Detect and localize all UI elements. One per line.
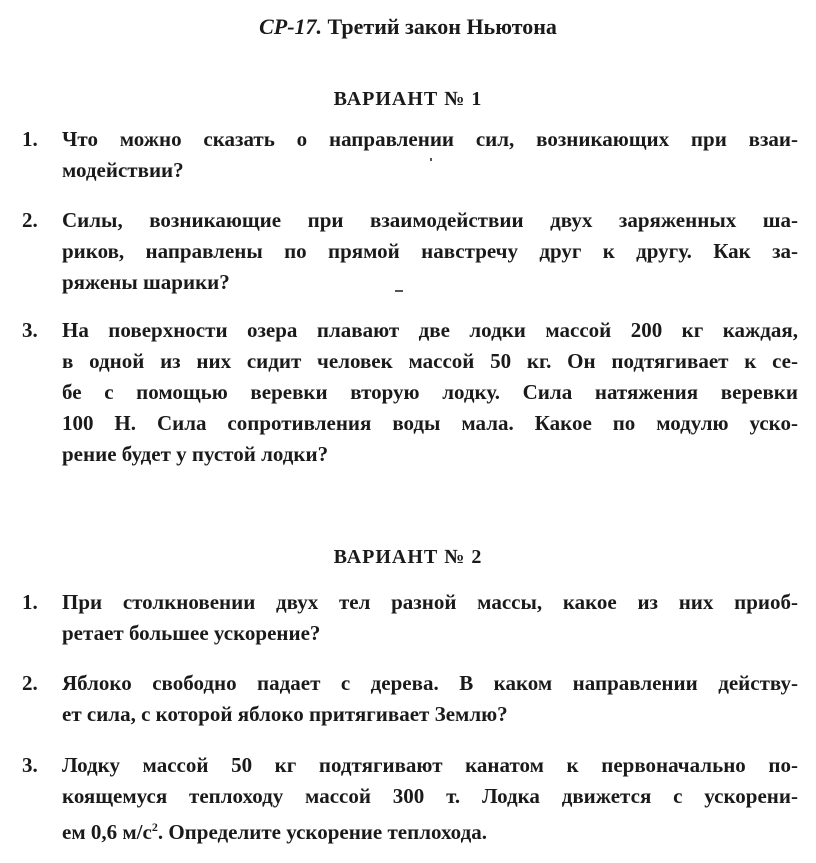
question-text (62, 124, 798, 186)
question-number: 3. (22, 753, 38, 777)
text-line: модействии? (62, 158, 184, 182)
text-line: в одной из них сидит человек массой 50 кг. Он подтягивает к се- (62, 349, 798, 373)
page-title (0, 14, 816, 40)
text-line: риков, направлены по прямой навстречу друг к другу. Как за- (62, 239, 798, 263)
variant-1-question-3 (22, 315, 798, 470)
text-line: При столкновении двух тел разной массы, какое из них приоб- (62, 590, 798, 614)
text-line: 100 Н. Сила сопротивления воды мала. Какое по модулю уско- (62, 411, 798, 435)
text-line: На поверхности озера плавают две лодки массой 200 кг каждая, (62, 318, 798, 342)
text-line: рение будет у пустой лодки? (62, 442, 329, 466)
text-line (62, 812, 798, 848)
question-number: 2. (22, 671, 38, 695)
question-number: 1. (22, 590, 38, 614)
text-line: ет сила, с которой яблоко притягивает Землю? (62, 702, 508, 726)
variant-2-question-3 (22, 750, 798, 848)
variant-2-heading: ВАРИАНТ № 2 (333, 546, 483, 568)
text-line: бе с помощью веревки вторую лодку. Сила натяжения веревки (62, 380, 798, 404)
question-text (62, 668, 798, 730)
question-text (62, 750, 798, 848)
variant-2-question-1 (22, 587, 798, 649)
text-line: Что можно сказать о направлении сил, возникающих при взаи- (62, 127, 798, 151)
title-code: СР-17. (259, 14, 323, 39)
question-text (62, 205, 798, 298)
title-text: Третий закон Ньютона (327, 14, 557, 39)
variant-1-heading: ВАРИАНТ № 1 (333, 88, 483, 110)
question-number: 2. (22, 208, 38, 232)
text-line: ряжены шарики? (62, 270, 230, 294)
question-number: 3. (22, 318, 38, 342)
scan-speck (395, 290, 403, 292)
question-number: 1. (22, 127, 38, 151)
question-text (62, 587, 798, 649)
superscript: 2 (151, 820, 158, 834)
text-line: коящемуся теплоходу массой 300 т. Лодка движется с ускорени- (62, 784, 798, 808)
question-text (62, 315, 798, 470)
text-line: Яблоко свободно падает с дерева. В каком направлении действу- (62, 671, 798, 695)
text-line: Лодку массой 50 кг подтягивают канатом к первоначально по- (62, 753, 798, 777)
variant-1-question-1 (22, 124, 798, 186)
text-fragment: . Определите ускорение теплохода. (157, 820, 487, 844)
text-fragment: ем 0,6 м/с (62, 820, 152, 844)
variant-2-question-2 (22, 668, 798, 730)
variant-1-question-2 (22, 205, 798, 298)
text-line: Силы, возникающие при взаимодействии двух заряженных ша- (62, 208, 798, 232)
text-line: ретает большее ускорение? (62, 621, 321, 645)
scan-speck (430, 158, 432, 161)
